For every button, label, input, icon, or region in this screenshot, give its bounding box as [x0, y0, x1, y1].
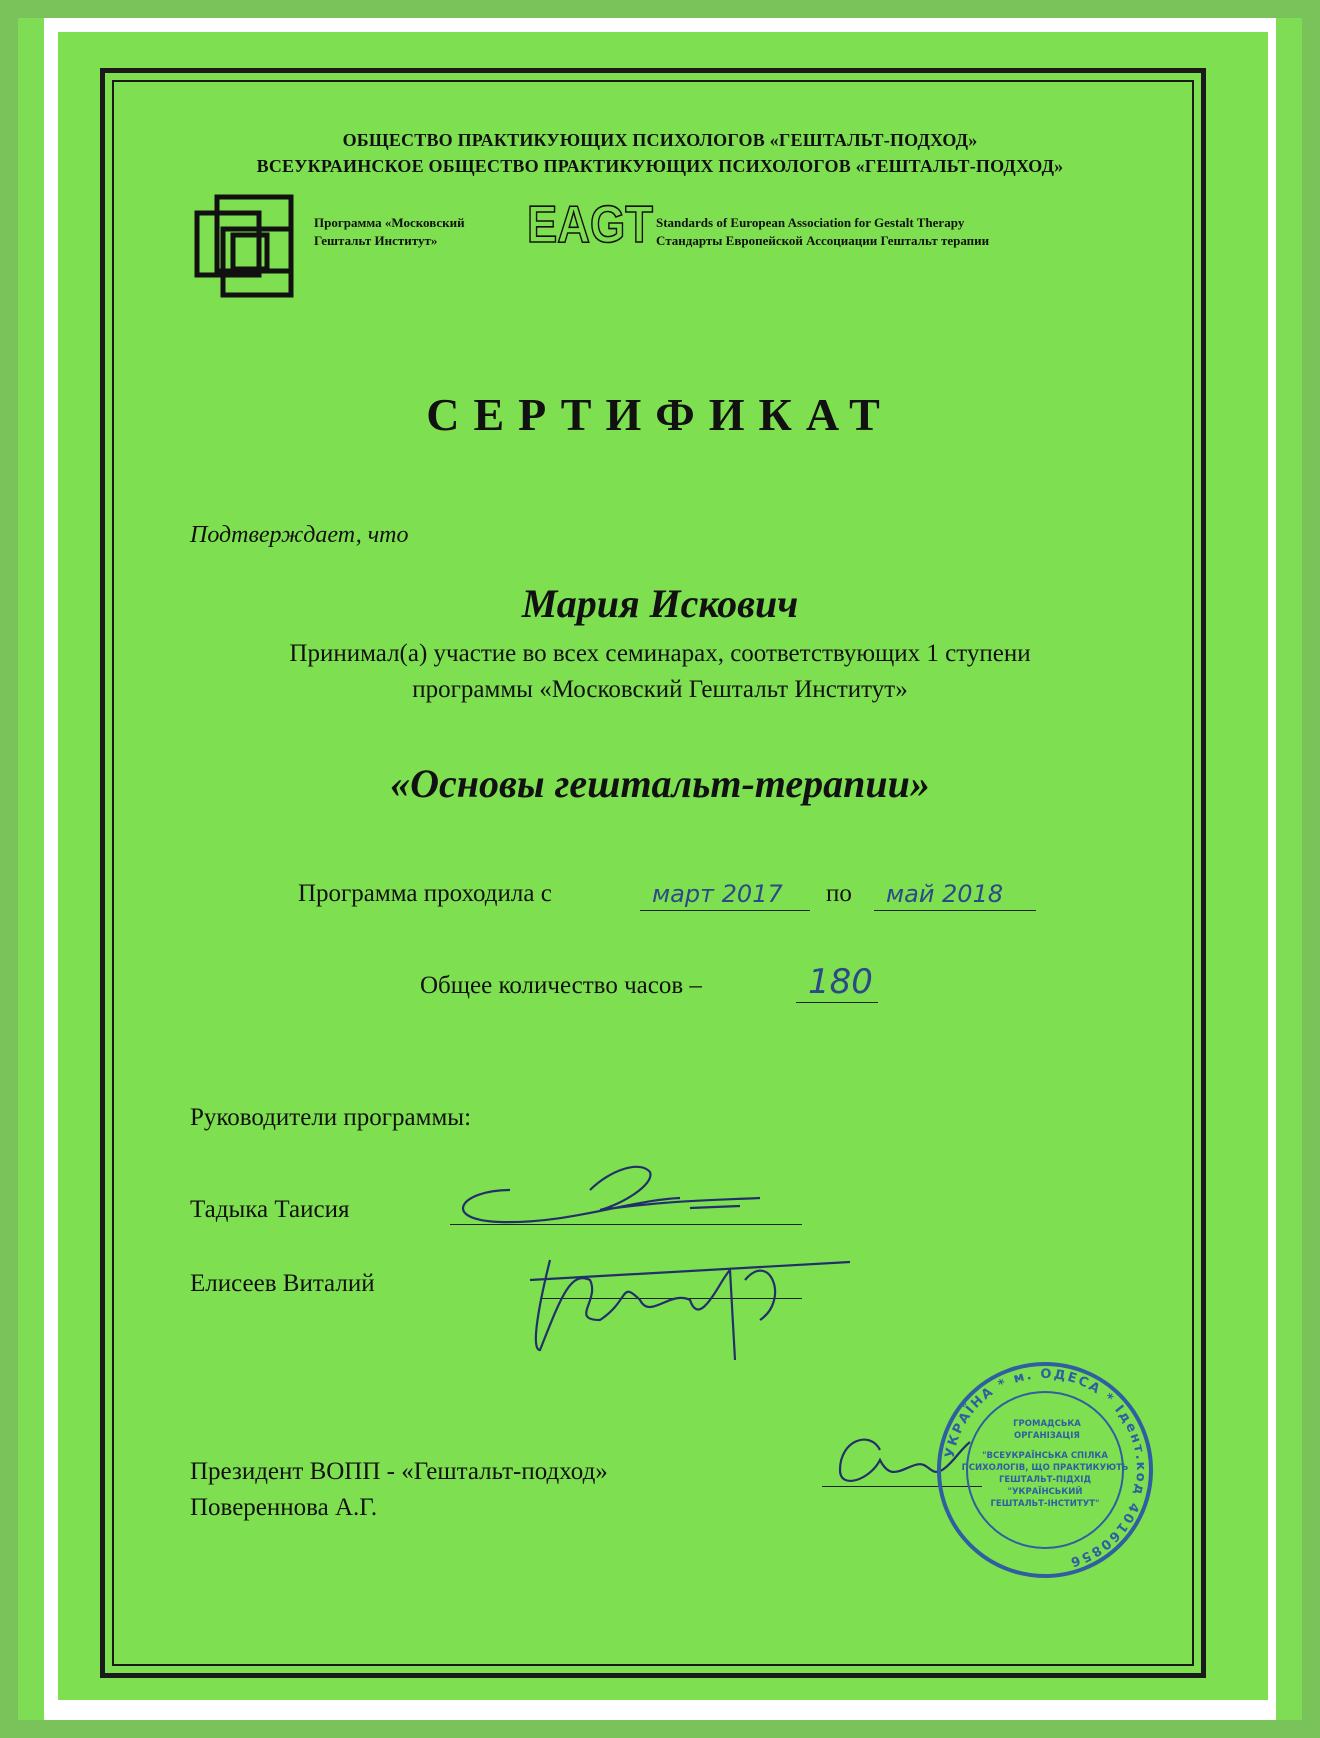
certificate-title: СЕРТИФИКАТ — [426, 389, 894, 440]
period-from-label: Программа проходила с — [298, 880, 552, 907]
standards-ru: Стандарты Европейской Ассоциации Гештальт терапии — [656, 233, 990, 248]
stamp-inner-line-4: ПСИХОЛОГІВ, ЩО ПРАКТИКУЮТЬ — [961, 1463, 1129, 1473]
stamp-inner-line-1: ГРОМАДСЬКА — [1013, 1419, 1081, 1429]
period-from-handwritten: март 2017 — [652, 880, 783, 908]
stamp-inner-line-2: ОРГАНІЗАЦІЯ — [1014, 1431, 1080, 1441]
eagt-logo-text: EAGT — [527, 196, 654, 254]
hours-underline — [796, 1002, 878, 1003]
period-to-handwritten: май 2018 — [886, 880, 1004, 908]
logo-square-4 — [233, 235, 267, 269]
leader-1-signature — [440, 1160, 800, 1240]
president-name: Повереннова А.Г. — [190, 1494, 378, 1521]
participation-line-1: Принимал(а) участие во всех семинарах, соответствующих 1 ступени — [289, 640, 1031, 667]
period-to-label: по — [826, 880, 852, 907]
stamp-inner-line-7: ГЕШТАЛЬТ-ІНСТИТУТ" — [990, 1499, 1100, 1509]
leader-2-signature — [530, 1240, 860, 1370]
recipient-name: Мария Искович — [521, 581, 799, 626]
header-line-2: ВСЕУКРАИНСКОЕ ОБЩЕСТВО ПРАКТИКУЮЩИХ ПСИХОЛОГОВ «ГЕШТАЛЬТ-ПОДХОД» — [256, 156, 1064, 176]
hours-handwritten: 180 — [808, 962, 873, 1002]
organization-stamp — [935, 1360, 1155, 1580]
logo-square-1 — [197, 213, 259, 275]
president-title: Президент ВОПП - «Гештальт-подход» — [190, 1458, 608, 1485]
program-logo-text-1: Программа «Московский — [314, 215, 465, 230]
stamp-outer-text: УКРАЇНА * м. ОДЕСА * Ідент.код 40160856 — [942, 1366, 1149, 1570]
period-from-underline — [640, 910, 810, 911]
leader-1-name: Тадыка Таисия — [190, 1196, 350, 1223]
program-logo-text-2: Гештальт Институт» — [314, 233, 438, 248]
period-to-underline — [874, 910, 1036, 911]
participation-line-2: программы «Московский Гештальт Институт» — [412, 676, 908, 703]
stamp-inner-line-6: "УКРАЇНСЬКИЙ — [1007, 1487, 1083, 1497]
stamp-inner-line-5: ГЕШТАЛЬТ-ПІДХІД — [998, 1475, 1092, 1485]
course-name: «Основы гештальт-терапии» — [390, 761, 930, 806]
leaders-heading: Руководители программы: — [190, 1104, 472, 1131]
stamp-inner-line-3: "ВСЕУКРАЇНСЬКА СПІЛКА — [982, 1451, 1108, 1461]
confirms-text: Подтверждает, что — [190, 522, 409, 548]
hours-label: Общее количество часов – — [420, 972, 702, 999]
standards-en: Standards of European Association for Gestalt Therapy — [656, 215, 965, 230]
header-line-1: ОБЩЕСТВО ПРАКТИКУЮЩИХ ПСИХОЛОГОВ «ГЕШТАЛЬТ-ПОДХОД» — [342, 130, 978, 150]
leader-2-name: Елисеев Виталий — [190, 1270, 375, 1297]
eagt-logo — [525, 196, 655, 254]
msk-gestalt-institute-logo — [195, 195, 305, 305]
